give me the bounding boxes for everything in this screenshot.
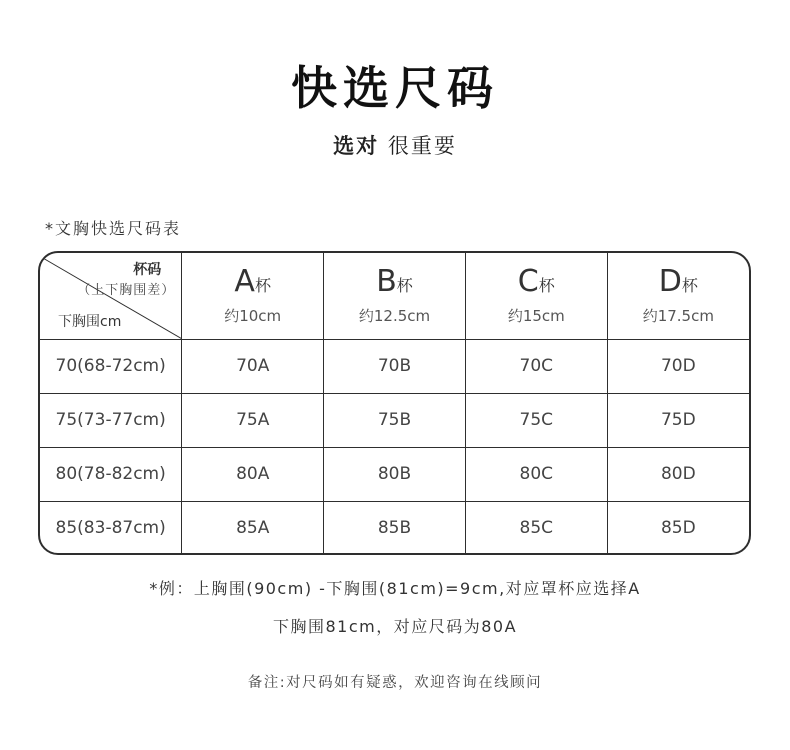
size-cell: 75B: [324, 393, 466, 447]
size-cell: 80C: [465, 447, 607, 501]
table-header-row: [40, 253, 749, 339]
size-cell: 70D: [607, 339, 749, 393]
size-cell: 75D: [607, 393, 749, 447]
size-cell: 80B: [324, 447, 466, 501]
size-cell: 85C: [465, 501, 607, 555]
cup-suffix: 杯: [254, 276, 271, 296]
underbust-label: 下胸围cm: [58, 313, 122, 330]
cup-suffix: 杯: [396, 276, 413, 296]
page-subtitle: [0, 132, 790, 160]
cup-approx: 约17.5cm: [642, 307, 714, 326]
page-title: 快选尺码: [291, 61, 499, 115]
cup-difference-note: （上下胸围差）: [77, 283, 176, 298]
size-cell: 75A: [182, 393, 324, 447]
cup-suffix: 杯: [681, 276, 698, 296]
cup-header-d: [607, 253, 749, 339]
size-cell: 70B: [324, 339, 466, 393]
cup-approx: 约12.5cm: [358, 307, 431, 326]
subtitle-rest: 很重要: [387, 134, 457, 158]
table-row: [40, 339, 749, 393]
cup-approx: 约10cm: [224, 307, 282, 326]
size-cell: 70C: [465, 339, 607, 393]
table-row: [40, 447, 749, 501]
corner-header-cell: [40, 253, 182, 339]
subtitle-emphasis: 选对: [333, 134, 380, 158]
cup-letter: B: [376, 264, 397, 300]
size-cell: 85A: [182, 501, 324, 555]
size-cell: 85B: [324, 501, 466, 555]
size-cell: 80D: [607, 447, 749, 501]
cup-code-label: 杯码: [133, 262, 162, 278]
cup-letter: A: [234, 264, 255, 300]
band-cell: 70(68-72cm): [40, 339, 182, 393]
size-cell: 70A: [182, 339, 324, 393]
size-cell: 85D: [607, 501, 749, 555]
table-label: *文胸快选尺码表: [45, 219, 182, 238]
size-cell: 75C: [465, 393, 607, 447]
cup-suffix: 杯: [538, 276, 555, 296]
table-row: [40, 393, 749, 447]
cup-header-a: [182, 253, 324, 339]
cup-header-c: [465, 253, 607, 339]
remark-note: 备注:对尺码如有疑惑，欢迎咨询在线顾问: [247, 675, 543, 691]
cup-header-b: [324, 253, 466, 339]
band-cell: 80(78-82cm): [40, 447, 182, 501]
band-cell: 85(83-87cm): [40, 501, 182, 555]
size-cell: 80A: [182, 447, 324, 501]
example-note-line2: 下胸围81cm，对应尺码为80A: [272, 617, 518, 636]
example-note-line1: *例：上胸围(90cm) -下胸围(81cm)=9cm,对应罩杯应选择A: [149, 579, 641, 598]
cup-letter: C: [517, 264, 539, 300]
cup-letter: D: [658, 264, 682, 300]
band-cell: 75(73-77cm): [40, 393, 182, 447]
table-row: [40, 501, 749, 555]
size-table: [38, 251, 751, 555]
cup-approx: 约15cm: [507, 307, 565, 326]
